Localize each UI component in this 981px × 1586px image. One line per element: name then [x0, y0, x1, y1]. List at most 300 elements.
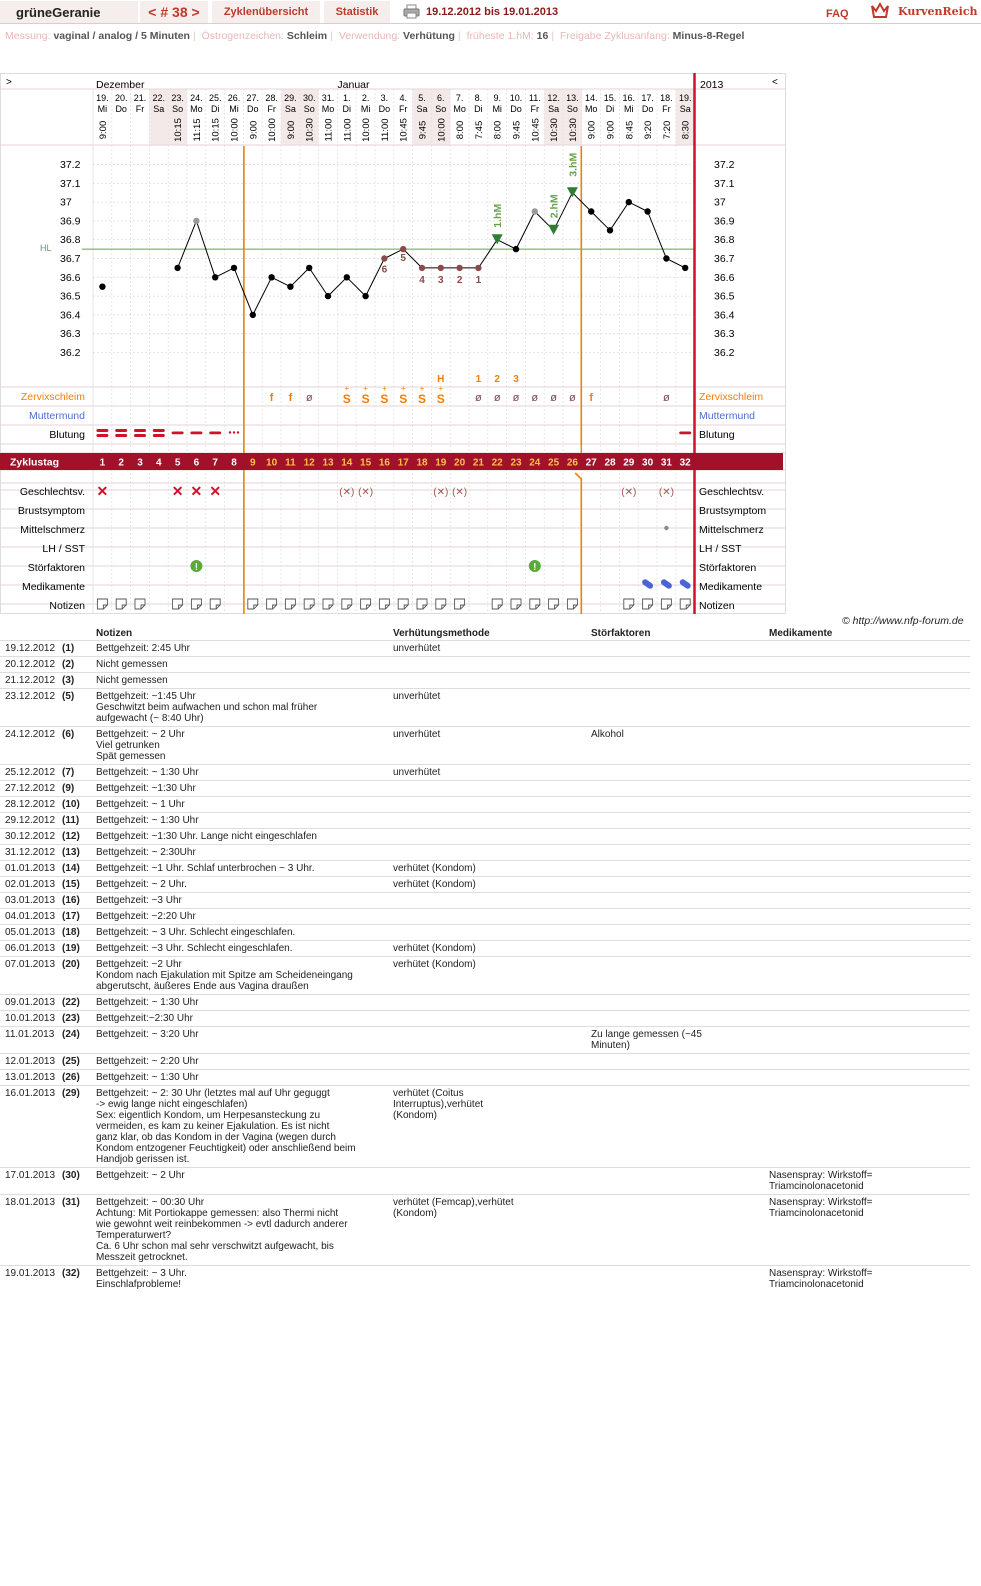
table-row — [0, 1027, 970, 1054]
row-contraception: unverhütet — [389, 641, 587, 657]
count-label: 5 — [400, 253, 406, 265]
mucus-symbol: S — [417, 392, 427, 406]
row-day-number: (26) — [62, 1070, 92, 1086]
row-date: 19.01.2013 — [0, 1266, 62, 1293]
day-time: 11:00 — [379, 118, 391, 142]
row-date: 09.01.2013 — [0, 995, 62, 1011]
day-date: 13. — [566, 93, 579, 103]
row-day-number: (6) — [62, 727, 92, 765]
row-label-left: Blutung — [49, 429, 85, 441]
day-time: 11:15 — [191, 118, 203, 142]
row-medication — [769, 893, 970, 909]
mittelschmerz-dot — [664, 526, 668, 530]
year-label: 2013 — [700, 79, 724, 91]
setting-label: früheste 1.hM: — [466, 30, 534, 42]
mucus-plus: + — [363, 384, 368, 393]
intercourse-mark: ✕ — [190, 483, 203, 499]
row-note: Bettgehzeit: ~1:30 Uhr — [92, 781, 389, 797]
faq-link[interactable]: FAQ — [826, 8, 849, 20]
cover-line-label: HL — [40, 243, 52, 254]
bleeding-mark — [153, 429, 165, 432]
setting-value: Verhütung — [403, 30, 455, 42]
row-label-left: LH / SST — [42, 543, 85, 555]
row-note: Bettgehzeit: ~ 1:30 Uhr — [92, 1070, 389, 1086]
cycle-day-number: 12 — [303, 457, 315, 469]
cycle-day-number: 16 — [378, 457, 390, 469]
day-date: 15. — [603, 93, 617, 103]
month-label: Dezember — [96, 79, 145, 91]
day-weekday: Do — [247, 104, 259, 114]
row-date: 20.12.2012 — [0, 657, 62, 673]
mucus-plus: + — [382, 384, 387, 393]
day-weekday: Do — [378, 104, 391, 114]
temp-point — [475, 265, 481, 271]
row-date: 10.01.2013 — [0, 1011, 62, 1027]
temp-point — [513, 246, 519, 252]
row-contraception — [389, 1266, 587, 1293]
row-label-left: Muttermund — [28, 410, 85, 422]
cycle-day-number: 21 — [472, 457, 484, 469]
row-disturbance — [587, 829, 769, 845]
row-contraception — [389, 813, 587, 829]
mucus-symbol: S — [380, 392, 389, 406]
temp-point — [250, 312, 256, 318]
row-date: 05.01.2013 — [0, 925, 62, 941]
cycle-day-number: 13 — [322, 457, 334, 469]
temp-point — [193, 218, 199, 224]
table-row — [0, 909, 970, 925]
day-time: 10:45 — [530, 118, 542, 142]
cycle-day-number: 14 — [341, 457, 353, 469]
row-day-number: (1) — [62, 641, 92, 657]
col-header-notizen: Notizen — [96, 628, 133, 639]
row-medication — [769, 781, 970, 797]
row-label-right: Notizen — [699, 600, 735, 612]
table-row — [0, 641, 970, 657]
row-disturbance — [587, 673, 769, 689]
row-disturbance — [587, 877, 769, 893]
day-weekday: Sa — [153, 104, 165, 114]
day-date: 30. — [302, 93, 316, 103]
day-date: 7. — [455, 93, 464, 103]
bleeding-spot — [237, 431, 239, 433]
temp-point — [400, 246, 406, 252]
temp-point — [99, 284, 105, 290]
day-weekday: Fr — [135, 104, 145, 114]
bleeding-mark — [115, 434, 127, 437]
hm-label: 2.hM — [548, 194, 561, 219]
row-note: Bettgehzeit: ~ 2 Uhr — [92, 1168, 389, 1195]
day-time: 10:00 — [436, 118, 448, 142]
mucus-plus: + — [419, 384, 425, 393]
row-note: Bettgehzeit: ~3 Uhr. Schlecht eingeschlafen. — [92, 941, 389, 957]
copyright: © http://www.nfp-forum.de — [842, 615, 964, 627]
row-note: Nicht gemessen — [92, 673, 389, 689]
row-day-number: (31) — [62, 1195, 92, 1266]
row-disturbance — [587, 995, 769, 1011]
row-day-number: (14) — [62, 861, 92, 877]
row-disturbance — [587, 1266, 769, 1293]
row-day-number: (7) — [62, 765, 92, 781]
day-weekday: Sa — [679, 104, 691, 114]
day-date: 2. — [361, 93, 370, 103]
row-note: Bettgehzeit: ~2:20 Uhr — [92, 909, 389, 925]
table-row — [0, 845, 970, 861]
row-medication — [769, 797, 970, 813]
table-row — [0, 829, 970, 845]
row-day-number: (11) — [62, 813, 92, 829]
row-date: 18.01.2013 — [0, 1195, 62, 1266]
row-date: 31.12.2012 — [0, 845, 62, 861]
day-date: 23. — [171, 93, 184, 103]
cycle-day-number: 19 — [435, 457, 447, 469]
y-tick-label-right: 36.3 — [714, 328, 735, 341]
col-header-verhuetung: Verhütungsmethode — [393, 628, 490, 639]
day-time: 10:30 — [549, 118, 561, 142]
nav-right-arrow[interactable]: < — [772, 77, 778, 88]
day-date: 17. — [641, 93, 654, 103]
row-contraception — [389, 797, 587, 813]
table-row — [0, 925, 970, 941]
row-medication — [769, 1070, 970, 1086]
row-disturbance — [587, 641, 769, 657]
day-weekday: Fr — [662, 104, 671, 114]
day-time: 10:45 — [398, 118, 410, 142]
day-date: 10. — [509, 93, 523, 103]
day-time: 8:00 — [455, 120, 467, 140]
mucus-symbol: ø — [512, 392, 520, 404]
mucus-plus: + — [400, 384, 406, 393]
cycle-day-number: 6 — [193, 457, 200, 469]
row-medication — [769, 765, 970, 781]
day-date: 29. — [284, 93, 297, 103]
y-tick-label-left: 37.2 — [60, 159, 81, 171]
y-tick-label-left: 36.5 — [60, 290, 81, 303]
row-note: Bettgehzeit: ~ 1:30 Uhr — [92, 813, 389, 829]
temp-point — [362, 293, 368, 299]
day-date: 12. — [547, 93, 560, 103]
day-date: 9. — [493, 93, 501, 103]
cycle-day-number: 5 — [174, 457, 181, 469]
cycle-day-number: 11 — [285, 457, 296, 469]
chart-frame — [1, 74, 786, 614]
mucus-symbol: f — [269, 392, 274, 404]
day-weekday: Di — [210, 104, 220, 114]
bleeding-mark — [172, 432, 184, 435]
row-contraception — [389, 1070, 587, 1086]
row-label-left: Brustsymptom — [17, 505, 85, 517]
intercourse-mark: ✕ — [96, 483, 109, 499]
row-note: Bettgehzeit: ~1:45 Uhr Geschwitzt beim aufwachen und schon mal früher aufgewacht (~ 8:40 Uhr) — [92, 689, 389, 727]
table-row — [0, 673, 970, 689]
row-disturbance — [587, 765, 769, 781]
row-label-zyklustag: Zyklustag — [10, 456, 60, 469]
temp-point — [325, 293, 331, 299]
row-label-right: Zervixschleim — [699, 391, 764, 403]
mucus-symbol: ø — [550, 392, 557, 404]
cycle-day-number: 9 — [250, 457, 256, 469]
date-range: 19.12.2012 bis 19.01.2013 — [426, 6, 559, 18]
row-label-right: Geschlechtsv. — [699, 486, 765, 498]
table-row — [0, 1070, 970, 1086]
day-time: 10:15 — [173, 118, 185, 142]
day-weekday: Fr — [398, 104, 408, 114]
row-note: Bettgehzeit: ~1 Uhr. Schlaf unterbrochen ~ 3 Uhr. — [92, 861, 389, 877]
intercourse-protected-mark: (✕) — [339, 487, 355, 498]
row-date: 02.01.2013 — [0, 877, 62, 893]
row-disturbance — [587, 1054, 769, 1070]
bleeding-mark — [679, 432, 691, 435]
temp-point — [532, 208, 538, 214]
temp-point — [381, 255, 387, 261]
day-date: 26. — [227, 93, 241, 103]
row-disturbance — [587, 657, 769, 673]
table-row — [0, 1011, 970, 1027]
bleeding-mark — [134, 434, 146, 437]
day-weekday: Mo — [321, 104, 335, 114]
setting-label: Verwendung: — [338, 30, 401, 42]
row-note: Bettgehzeit: ~ 3:20 Uhr — [92, 1027, 389, 1054]
row-contraception — [389, 673, 587, 689]
day-weekday: Do — [641, 104, 654, 114]
y-tick-label-right: 36.4 — [714, 309, 735, 322]
row-contraception: unverhütet — [389, 727, 587, 765]
bleeding-spot — [229, 431, 231, 433]
temp-point — [344, 274, 350, 280]
y-tick-label-right: 37 — [714, 196, 726, 209]
setting-value: Minus-8-Regel — [672, 30, 745, 42]
y-tick-label-right: 36.6 — [714, 271, 735, 284]
cycle-day-number: 15 — [360, 457, 372, 469]
tab-zyklenuebersicht[interactable]: Zyklenübersicht — [212, 1, 320, 23]
day-weekday: Do — [115, 104, 127, 114]
tab-statistik[interactable]: Statistik — [324, 1, 390, 23]
day-time: 7:20 — [661, 120, 673, 140]
mucus-symbol: S — [342, 392, 351, 406]
day-weekday: Di — [342, 104, 352, 114]
temp-point — [644, 208, 650, 214]
row-contraception: unverhütet — [389, 689, 587, 727]
day-date: 24. — [190, 93, 203, 103]
row-label-right: LH / SST — [699, 543, 742, 555]
cycle-day-number: 25 — [548, 457, 560, 469]
row-disturbance — [587, 1086, 769, 1168]
row-label-right: Medikamente — [699, 581, 763, 593]
table-row — [0, 861, 970, 877]
top-bar — [0, 0, 981, 24]
day-weekday: So — [303, 104, 315, 114]
row-note: Bettgehzeit: ~ 2: 30 Uhr (letztes mal auf Uhr geguggt -> ewig lange nicht eingeschlafen) Sex: eigentlich Kondom, um Herpesansteckung zu vermeiden, es kam zu keiner Ejakulation. Es ist nicht ganz klar, ob das Kondom in der Vagina (wegen durch Kondom entzogener Feuchtigkeit) oder anschließend beim Handjob gerissen ist. — [92, 1086, 389, 1168]
day-weekday: So — [566, 104, 578, 114]
day-date: 18. — [660, 93, 673, 103]
row-note: Bettgehzeit: ~ 3 Uhr. Schlecht eingeschlafen. — [92, 925, 389, 941]
setting-value: Schleim — [286, 30, 328, 42]
table-row — [0, 1086, 970, 1168]
printer-icon[interactable] — [403, 4, 420, 19]
row-disturbance — [587, 845, 769, 861]
cycle-day-number: 22 — [491, 457, 503, 469]
day-date: 28. — [265, 93, 278, 103]
row-day-number: (25) — [62, 1054, 92, 1070]
bleeding-spot — [233, 431, 235, 433]
row-contraception — [389, 657, 587, 673]
row-date: 17.01.2013 — [0, 1168, 62, 1195]
mucus-symbol: S — [399, 392, 408, 406]
cycle-day-number: 30 — [642, 457, 654, 469]
temp-point — [663, 255, 669, 261]
day-time: 10:30 — [567, 118, 579, 142]
day-time: 9:00 — [586, 120, 598, 140]
bleeding-mark — [190, 432, 202, 435]
row-date: 25.12.2012 — [0, 765, 62, 781]
row-medication — [769, 689, 970, 727]
row-label-left: Zervixschleim — [20, 391, 85, 403]
site-logo-text[interactable]: KurvenReich — [898, 5, 978, 18]
y-tick-label-right: 36.2 — [714, 347, 735, 359]
col-header-medikamente: Medikamente — [769, 628, 833, 639]
cycle-day-number: 8 — [231, 457, 237, 469]
setting-label: Östrogenzeichen: — [201, 30, 284, 42]
table-row — [0, 797, 970, 813]
row-label-right: Störfaktoren — [699, 562, 757, 574]
temp-point — [607, 227, 613, 233]
row-medication — [769, 845, 970, 861]
mucus-symbol: ø — [663, 392, 670, 404]
row-contraception: verhütet (Kondom) — [389, 861, 587, 877]
temp-point — [588, 208, 594, 214]
cycle-day-number: 10 — [266, 457, 278, 469]
cycle-day-number: 28 — [604, 457, 616, 469]
cycle-day-number: 1 — [99, 457, 106, 469]
temp-point — [268, 274, 274, 280]
row-label-left: Störfaktoren — [27, 562, 85, 574]
row-label-left: Geschlechtsv. — [19, 486, 85, 498]
row-disturbance — [587, 909, 769, 925]
row-note: Nicht gemessen — [92, 657, 389, 673]
temp-point — [438, 265, 444, 271]
row-date: 04.01.2013 — [0, 909, 62, 925]
row-disturbance: Zu lange gemessen (~45 Minuten) — [587, 1027, 769, 1054]
row-disturbance — [587, 781, 769, 797]
row-disturbance — [587, 861, 769, 877]
day-time: 10:15 — [210, 118, 222, 142]
row-label-right: Brustsymptom — [699, 505, 767, 517]
row-contraception — [389, 1027, 587, 1054]
y-tick-label-right: 37.1 — [714, 177, 735, 190]
row-note: Bettgehzeit: ~ 2 Uhr Viel getrunken Spät gemessen — [92, 727, 389, 765]
temp-point — [212, 274, 218, 280]
y-tick-label-left: 36.3 — [60, 328, 81, 341]
day-time: 8:30 — [680, 120, 692, 140]
row-note: Bettgehzeit: ~ 2:30Uhr — [92, 845, 389, 861]
row-note: Bettgehzeit: ~3 Uhr — [92, 893, 389, 909]
row-day-number: (22) — [62, 995, 92, 1011]
row-contraception: verhütet (Kondom) — [389, 957, 587, 995]
row-day-number: (9) — [62, 781, 92, 797]
setting-value: 16 — [536, 30, 549, 42]
nav-left-arrow[interactable]: > — [6, 77, 12, 88]
row-contraception — [389, 845, 587, 861]
row-label-right: Mittelschmerz — [699, 524, 764, 536]
day-weekday: Mi — [360, 104, 371, 114]
user-name: grüneGeranie — [0, 1, 138, 23]
y-tick-label-left: 37.1 — [60, 177, 81, 190]
row-date: 06.01.2013 — [0, 941, 62, 957]
bleeding-mark — [209, 432, 221, 435]
row-day-number: (30) — [62, 1168, 92, 1195]
mucus-plus: + — [438, 384, 444, 393]
day-weekday: Sa — [284, 104, 296, 114]
row-date: 03.01.2013 — [0, 893, 62, 909]
day-date: 14. — [584, 93, 598, 103]
row-medication: Nasenspray: Wirkstoff= Triamcinolonacetonid — [769, 1195, 970, 1266]
month-label: Januar — [337, 79, 370, 91]
count-label: 1 — [475, 274, 482, 286]
row-note: Bettgehzeit: ~ 00:30 Uhr Achtung: Mit Portiokappe gemessen: also Thermi nicht wie gewohnt weit reinbekommen -> evtl dadurch anderer Temperaturwert? Ca. 6 Uhr schon mal sehr verschwitzt aufgewacht, bis Messzeit getrocknet. — [92, 1195, 389, 1266]
y-tick-label-right: 36.8 — [714, 234, 735, 247]
row-disturbance — [587, 797, 769, 813]
row-date: 29.12.2012 — [0, 813, 62, 829]
day-date: 11. — [528, 93, 541, 103]
mucus-symbol: ø — [569, 392, 576, 404]
row-contraception — [389, 1054, 587, 1070]
row-note: Bettgehzeit: ~ 1:30 Uhr — [92, 995, 389, 1011]
row-note: Bettgehzeit: ~ 2:20 Uhr — [92, 1054, 389, 1070]
table-row — [0, 957, 970, 995]
row-date: 27.12.2012 — [0, 781, 62, 797]
cycle-day-number: 7 — [212, 457, 218, 469]
day-weekday: So — [435, 104, 447, 114]
hm-label: 3.hM — [567, 152, 580, 177]
row-note: Bettgehzeit: ~ 1 Uhr — [92, 797, 389, 813]
row-disturbance — [587, 925, 769, 941]
row-medication — [769, 673, 970, 689]
bleeding-mark — [134, 429, 146, 432]
row-date: 12.01.2013 — [0, 1054, 62, 1070]
peak-count: 1 — [475, 374, 482, 385]
peak-count: 2 — [494, 374, 500, 385]
day-weekday: Mi — [97, 104, 108, 114]
mucus-symbol: S — [361, 392, 370, 406]
row-disturbance — [587, 689, 769, 727]
count-label: 4 — [419, 274, 425, 286]
row-disturbance — [587, 1070, 769, 1086]
y-tick-label-left: 36.9 — [60, 215, 81, 228]
row-contraception: unverhütet — [389, 765, 587, 781]
row-medication — [769, 657, 970, 673]
row-note: Bettgehzeit: ~1:30 Uhr. Lange nicht eingeschlafen — [92, 829, 389, 845]
row-day-number: (18) — [62, 925, 92, 941]
day-date: 5. — [418, 93, 426, 103]
day-date: 19. — [678, 93, 692, 103]
row-contraception: verhütet (Kondom) — [389, 877, 587, 893]
cycle-navigator[interactable]: < # 38 > — [140, 1, 208, 23]
row-day-number: (13) — [62, 845, 92, 861]
row-label-left: Medikamente — [21, 581, 85, 593]
day-time: 8:45 — [624, 120, 636, 140]
cycle-day-number: 2 — [118, 457, 124, 469]
intercourse-protected-mark: (✕) — [621, 487, 637, 498]
peak-count: 3 — [513, 374, 519, 385]
temp-point — [456, 265, 462, 271]
cycle-day-number: 26 — [566, 457, 578, 469]
row-date: 24.12.2012 — [0, 727, 62, 765]
row-medication — [769, 1027, 970, 1054]
table-row — [0, 893, 970, 909]
row-date: 23.12.2012 — [0, 689, 62, 727]
day-time: 9:20 — [643, 120, 655, 140]
row-day-number: (24) — [62, 1027, 92, 1054]
